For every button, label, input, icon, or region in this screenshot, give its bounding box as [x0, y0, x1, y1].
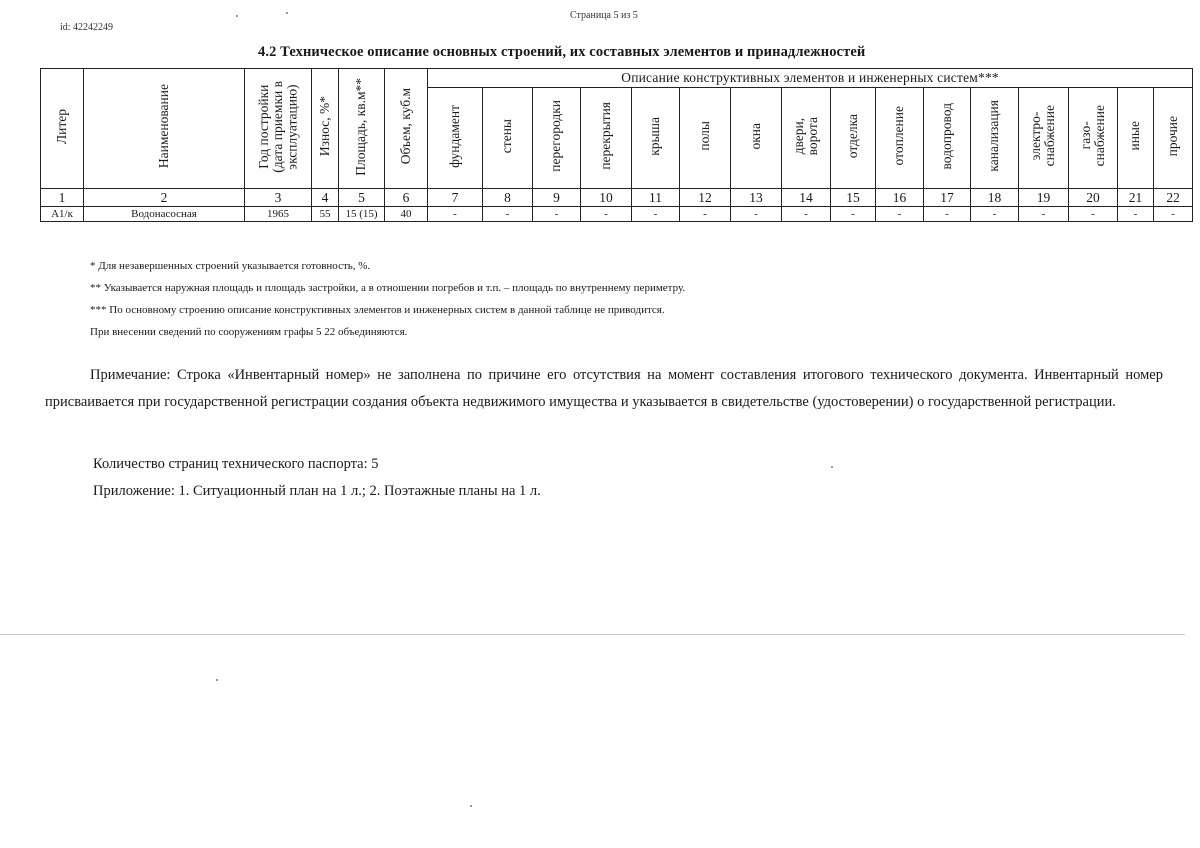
appendix: Приложение: 1. Ситуационный план на 1 л.; 2. Поэтажные планы на 1 л. [93, 483, 541, 499]
footnote: * Для незавершенных строений указывается готовность, %. [90, 260, 371, 272]
column-header-finishing: отделка [831, 88, 876, 189]
column-header-windows: окна [731, 88, 782, 189]
column-number: 17 [924, 189, 971, 207]
footnote: При внесении сведений по сооружениям графы 5 22 объединяются. [90, 326, 408, 338]
cell-year: 1965 [245, 207, 312, 222]
cell-area: 15 (15) [339, 207, 385, 222]
column-header-walls: стены [483, 88, 533, 189]
column-header-heating: отопление [876, 88, 924, 189]
column-numbers-row [41, 189, 1193, 207]
column-header-gas-supply: газо- снабжение [1069, 88, 1118, 189]
column-number: 16 [876, 189, 924, 207]
table-row [41, 207, 1193, 222]
column-header-floor: полы [680, 88, 731, 189]
page-number: Страница 5 из 5 [570, 10, 638, 21]
column-header-area: Площадь, кв.м** [339, 69, 385, 189]
column-header-misc: прочие [1154, 88, 1193, 189]
cell-floors-slabs: - [581, 207, 632, 222]
scan-speck [470, 805, 472, 807]
column-number: 9 [533, 189, 581, 207]
cell-water-supply: - [924, 207, 971, 222]
cell-heating: - [876, 207, 924, 222]
cell-wear: 55 [312, 207, 339, 222]
column-number: 4 [312, 189, 339, 207]
column-header-floors-slabs: перекрытия [581, 88, 632, 189]
scan-fold-line [0, 634, 1185, 635]
cell-foundation: - [428, 207, 483, 222]
cell-windows: - [731, 207, 782, 222]
column-number: 8 [483, 189, 533, 207]
cell-name: Водонасосная [84, 207, 245, 222]
cell-floor: - [680, 207, 731, 222]
column-header-sewerage: канализация [971, 88, 1019, 189]
cell-walls: - [483, 207, 533, 222]
column-header-water-supply: водопровод [924, 88, 971, 189]
scan-speck [216, 679, 218, 681]
column-header-other: иные [1118, 88, 1154, 189]
column-number: 7 [428, 189, 483, 207]
cell-other: - [1118, 207, 1154, 222]
cell-volume: 40 [385, 207, 428, 222]
cell-partitions: - [533, 207, 581, 222]
column-number: 13 [731, 189, 782, 207]
column-number: 5 [339, 189, 385, 207]
column-number: 3 [245, 189, 312, 207]
column-header-roof: крыша [632, 88, 680, 189]
cell-sewerage: - [971, 207, 1019, 222]
scan-speck [286, 12, 288, 14]
column-number: 12 [680, 189, 731, 207]
column-number: 21 [1118, 189, 1154, 207]
column-header-year: Год постройки (дата приемки в эксплуатацию) [245, 69, 312, 189]
cell-gas-supply: - [1069, 207, 1118, 222]
cell-power-supply: - [1019, 207, 1069, 222]
footnotes [90, 255, 685, 343]
column-header-volume: Объем, куб.м [385, 69, 428, 189]
cell-roof: - [632, 207, 680, 222]
cell-doors: - [782, 207, 831, 222]
column-number: 20 [1069, 189, 1118, 207]
column-number: 22 [1154, 189, 1193, 207]
cell-liter: А1/к [41, 207, 84, 222]
column-header-doors: двери, ворота [782, 88, 831, 189]
document-id: id: 42242249 [60, 22, 114, 33]
group-header-elements: Описание конструктивных элементов и инженерных систем*** [428, 69, 1193, 88]
footnote: ** Указывается наружная площадь и площадь застройки, а в отношении погребов и т.п. – площадь по внутреннему периметру. [90, 282, 686, 294]
pages-count: Количество страниц технического паспорта: 5 [93, 456, 379, 472]
column-header-partitions: перегородки [533, 88, 581, 189]
column-number: 11 [632, 189, 680, 207]
column-number: 2 [84, 189, 245, 207]
section-title: 4.2 Техническое описание основных строений, их составных элементов и принадлежностей [258, 44, 866, 60]
column-header-name: Наименование [84, 69, 245, 189]
scan-speck [236, 15, 238, 17]
column-number: 19 [1019, 189, 1069, 207]
column-header-foundation: фундамент [428, 88, 483, 189]
column-header-wear: Износ, %* [312, 69, 339, 189]
column-number: 1 [41, 189, 84, 207]
column-number: 15 [831, 189, 876, 207]
column-number: 14 [782, 189, 831, 207]
technical-description-table [40, 68, 1193, 222]
scan-speck [831, 466, 833, 468]
column-header-liter: Литер [41, 69, 84, 189]
note-paragraph: Примечание: Строка «Инвентарный номер» не заполнена по причине его отсутствия на момент составления итогового технического документа. Инвентарный номер присваивается при государственной регистрации создания объекта недвижимого имущества и указывается в свидетельстве (удостоверении) о государственной регистрации. [45, 367, 1163, 410]
cell-finishing: - [831, 207, 876, 222]
column-number: 18 [971, 189, 1019, 207]
column-number: 6 [385, 189, 428, 207]
column-number: 10 [581, 189, 632, 207]
cell-misc: - [1154, 207, 1193, 222]
column-header-power-supply: электро- снабжение [1019, 88, 1069, 189]
footnote: *** По основному строению описание конструктивных элементов и инженерных систем в данной таблице не приводится. [90, 304, 665, 316]
